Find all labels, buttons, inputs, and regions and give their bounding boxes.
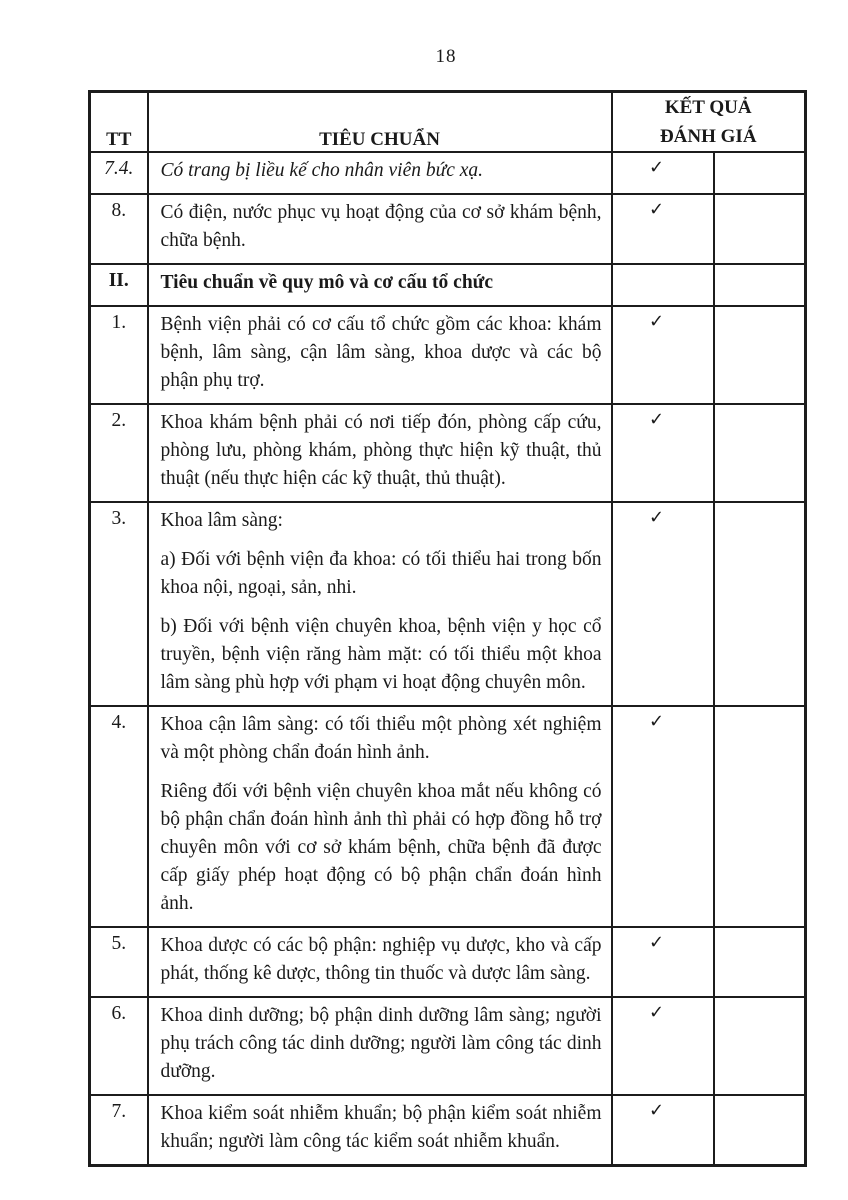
criteria-cell — [148, 306, 612, 404]
row-number-cell: 8. — [90, 194, 148, 264]
criteria-table — [88, 90, 807, 1167]
table-body — [90, 152, 806, 1166]
table-row — [90, 264, 806, 306]
criteria-paragraph: Khoa cận lâm sàng: có tối thiểu một phòng xét nghiệm và một phòng chẩn đoán hình ảnh. — [160, 714, 602, 763]
result-cell-2 — [714, 264, 806, 306]
row-number-cell: 2. — [90, 404, 148, 502]
table-header — [90, 92, 806, 153]
criteria-cell — [148, 404, 612, 502]
result-cell-1 — [612, 502, 714, 706]
row-number-cell: 5. — [90, 927, 148, 997]
criteria-paragraph: Khoa lâm sàng: — [160, 510, 283, 531]
checkmark-icon: ✓ — [648, 199, 665, 220]
checkmark-icon: ✓ — [648, 311, 665, 332]
criteria-cell — [148, 927, 612, 997]
checkmark-icon: ✓ — [648, 711, 665, 732]
result-cell-2 — [714, 927, 806, 997]
checkmark-icon: ✓ — [648, 1100, 665, 1121]
header-result-line1: KẾT QUẢ — [664, 97, 752, 118]
row-number-cell: 4. — [90, 706, 148, 927]
criteria-cell — [148, 264, 612, 306]
result-cell-2 — [714, 1095, 806, 1166]
result-cell-1 — [612, 152, 714, 194]
criteria-paragraph: Có trang bị liều kế cho nhân viên bức xạ. — [160, 160, 484, 181]
result-cell-1 — [612, 264, 714, 306]
row-number-cell: 3. — [90, 502, 148, 706]
criteria-cell — [148, 1095, 612, 1166]
row-number-cell: 6. — [90, 997, 148, 1095]
row-number-cell: 7.4. — [90, 152, 148, 194]
result-cell-1 — [612, 706, 714, 927]
table-row — [90, 152, 806, 194]
table-row — [90, 306, 806, 404]
checkmark-icon: ✓ — [648, 1002, 665, 1023]
table-row — [90, 502, 806, 706]
criteria-cell — [148, 502, 612, 706]
result-cell-1 — [612, 404, 714, 502]
criteria-paragraph: Khoa khám bệnh phải có nơi tiếp đón, phòng cấp cứu, phòng lưu, phòng khám, phòng thực hiện kỹ thuật, thủ thuật (nếu thực hiện các kỹ thuật, thủ thuật). — [160, 412, 602, 489]
result-cell-1 — [612, 306, 714, 404]
criteria-cell — [148, 194, 612, 264]
table-row — [90, 404, 806, 502]
header-criteria: TIÊU CHUẨN — [148, 92, 612, 153]
result-cell-2 — [714, 502, 806, 706]
row-number-cell: 1. — [90, 306, 148, 404]
row-number-cell: 7. — [90, 1095, 148, 1166]
result-cell-2 — [714, 152, 806, 194]
header-result-line2: ĐÁNH GIÁ — [659, 126, 757, 147]
result-cell-1 — [612, 997, 714, 1095]
result-cell-2 — [714, 194, 806, 264]
checkmark-icon: ✓ — [648, 507, 665, 528]
row-number-cell: II. — [90, 264, 148, 306]
criteria-paragraph: a) Đối với bệnh viện đa khoa: có tối thiểu hai trong bốn khoa nội, ngoại, sản, nhi. — [160, 549, 602, 598]
header-row — [90, 92, 806, 153]
result-cell-1 — [612, 927, 714, 997]
criteria-cell — [148, 997, 612, 1095]
table-row — [90, 997, 806, 1095]
criteria-paragraph: Khoa dược có các bộ phận: nghiệp vụ dược, kho và cấp phát, thống kê dược, thông tin thuốc và dược lâm sàng. — [160, 935, 602, 984]
criteria-paragraph: Có điện, nước phục vụ hoạt động của cơ sở khám bệnh, chữa bệnh. — [160, 202, 602, 251]
result-cell-2 — [714, 706, 806, 927]
result-cell-2 — [714, 404, 806, 502]
criteria-cell — [148, 152, 612, 194]
header-tt: TT — [90, 92, 148, 153]
criteria-paragraph: Khoa dinh dưỡng; bộ phận dinh dưỡng lâm sàng; người phụ trách công tác dinh dưỡng; người làm công tác dinh dưỡng. — [160, 1005, 602, 1082]
page-number: 18 — [435, 46, 457, 67]
result-cell-1 — [612, 1095, 714, 1166]
result-cell-1 — [612, 194, 714, 264]
table-row — [90, 194, 806, 264]
table-row — [90, 706, 806, 927]
criteria-paragraph: Khoa kiểm soát nhiễm khuẩn; bộ phận kiểm soát nhiễm khuẩn; người làm công tác kiểm soát nhiễm khuẩn. — [160, 1103, 602, 1152]
criteria-paragraph: Bệnh viện phải có cơ cấu tổ chức gồm các khoa: khám bệnh, lâm sàng, cận lâm sàng, khoa dược và các bộ phận phụ trợ. — [160, 314, 602, 391]
checkmark-icon: ✓ — [648, 409, 665, 430]
criteria-paragraph: b) Đối với bệnh viện chuyên khoa, bệnh viện y học cổ truyền, bệnh viện răng hàm mặt: có tối thiểu một khoa lâm sàng phù hợp với phạm vi hoạt động chuyên môn. — [160, 616, 602, 693]
criteria-paragraph: Tiêu chuẩn về quy mô và cơ cấu tổ chức — [160, 272, 494, 293]
checkmark-icon: ✓ — [648, 932, 665, 953]
criteria-cell — [148, 706, 612, 927]
header-result — [612, 92, 806, 153]
criteria-paragraph: Riêng đối với bệnh viện chuyên khoa mắt nếu không có bộ phận chẩn đoán hình ảnh thì phải có hợp đồng hỗ trợ chuyên môn với cơ sở khám bệnh, chữa bệnh đã được cấp giấy phép hoạt động có bộ phận chẩn đoán hình ảnh. — [160, 781, 602, 914]
table-row — [90, 1095, 806, 1166]
checkmark-icon: ✓ — [648, 157, 665, 178]
result-cell-2 — [714, 997, 806, 1095]
result-cell-2 — [714, 306, 806, 404]
table-row — [90, 927, 806, 997]
